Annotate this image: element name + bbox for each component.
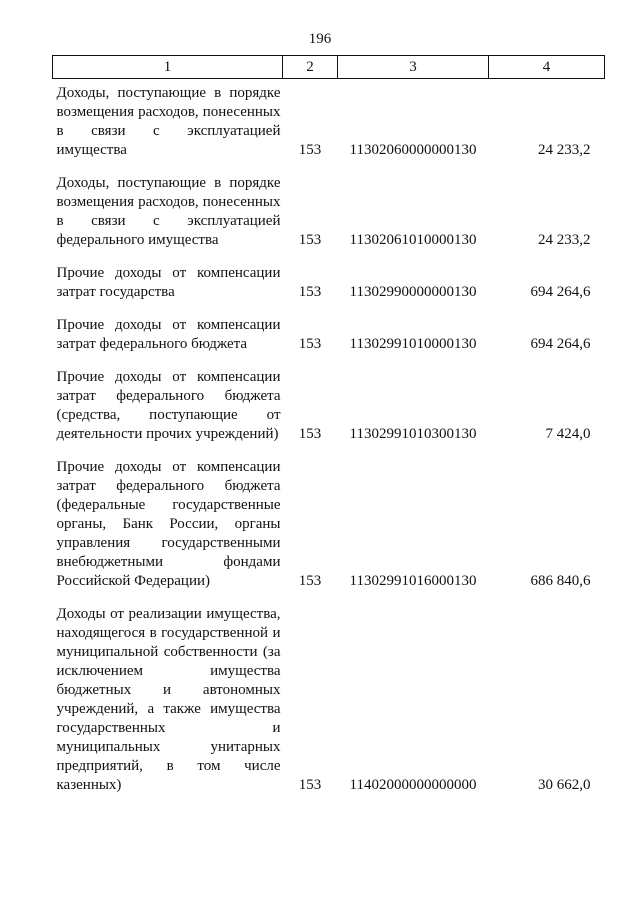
row-admin-code: 153 bbox=[298, 426, 322, 442]
table-row bbox=[53, 458, 605, 605]
table-row bbox=[53, 264, 605, 316]
row-admin-code: 153 bbox=[298, 284, 322, 300]
row-name: Прочие доходы от компенсации затрат федерального бюджета bbox=[56, 317, 281, 352]
row-name: Доходы, поступающие в порядке возмещения расходов, понесенных в связи с эксплуатацией федерального имущества bbox=[56, 175, 281, 248]
table-row bbox=[53, 605, 605, 809]
row-amount: 24 233,2 bbox=[538, 232, 591, 248]
header-col-2: 2 bbox=[283, 56, 338, 79]
table-body bbox=[53, 79, 605, 810]
row-name: Прочие доходы от компенсации затрат федерального бюджета (средства, поступающие от деятельности прочих учреждений) bbox=[56, 369, 281, 442]
row-admin-code: 153 bbox=[298, 142, 322, 158]
row-kbk: 11302991016000130 bbox=[349, 573, 477, 589]
row-name: Доходы от реализации имущества, находящегося в государственной и муниципальной собственности (за исключением имущества бюджетных и автономных учреждений, а также имущества государственных и муниципальных унитарных предприятий, в том числе казенных) bbox=[56, 606, 281, 793]
row-kbk: 11302991010000130 bbox=[349, 336, 477, 352]
row-kbk: 11302990000000130 bbox=[349, 284, 477, 300]
row-kbk: 11302991010300130 bbox=[349, 426, 477, 442]
header-col-3: 3 bbox=[338, 56, 489, 79]
table-row bbox=[53, 316, 605, 368]
row-amount: 694 264,6 bbox=[530, 336, 591, 352]
header-row bbox=[53, 56, 605, 79]
row-admin-code: 153 bbox=[298, 232, 322, 248]
header-col-4: 4 bbox=[489, 56, 605, 79]
row-kbk: 11402000000000000 bbox=[349, 777, 477, 793]
row-name: Доходы, поступающие в порядке возмещения расходов, понесенных в связи с эксплуатацией имущества bbox=[56, 85, 281, 158]
row-name: Прочие доходы от компенсации затрат федерального бюджета (федеральные государственные органы, Банк России, органы управления государственными внебюджетными фондами Российской Федерации) bbox=[56, 459, 281, 589]
row-admin-code: 153 bbox=[298, 336, 322, 352]
row-admin-code: 153 bbox=[298, 573, 322, 589]
row-kbk: 11302060000000130 bbox=[349, 142, 477, 158]
row-amount: 30 662,0 bbox=[538, 777, 591, 793]
table-row bbox=[53, 79, 605, 175]
table-row bbox=[53, 368, 605, 458]
row-amount: 7 424,0 bbox=[545, 426, 591, 442]
page-number: 196 bbox=[308, 31, 332, 47]
row-amount: 694 264,6 bbox=[530, 284, 591, 300]
row-kbk: 11302061010000130 bbox=[349, 232, 477, 248]
header-col-1: 1 bbox=[53, 56, 283, 79]
row-admin-code: 153 bbox=[298, 777, 322, 793]
row-amount: 686 840,6 bbox=[530, 573, 591, 589]
budget-table bbox=[52, 55, 605, 809]
row-amount: 24 233,2 bbox=[538, 142, 591, 158]
table-header bbox=[53, 56, 605, 79]
table-row bbox=[53, 174, 605, 264]
row-name: Прочие доходы от компенсации затрат государства bbox=[56, 265, 281, 300]
